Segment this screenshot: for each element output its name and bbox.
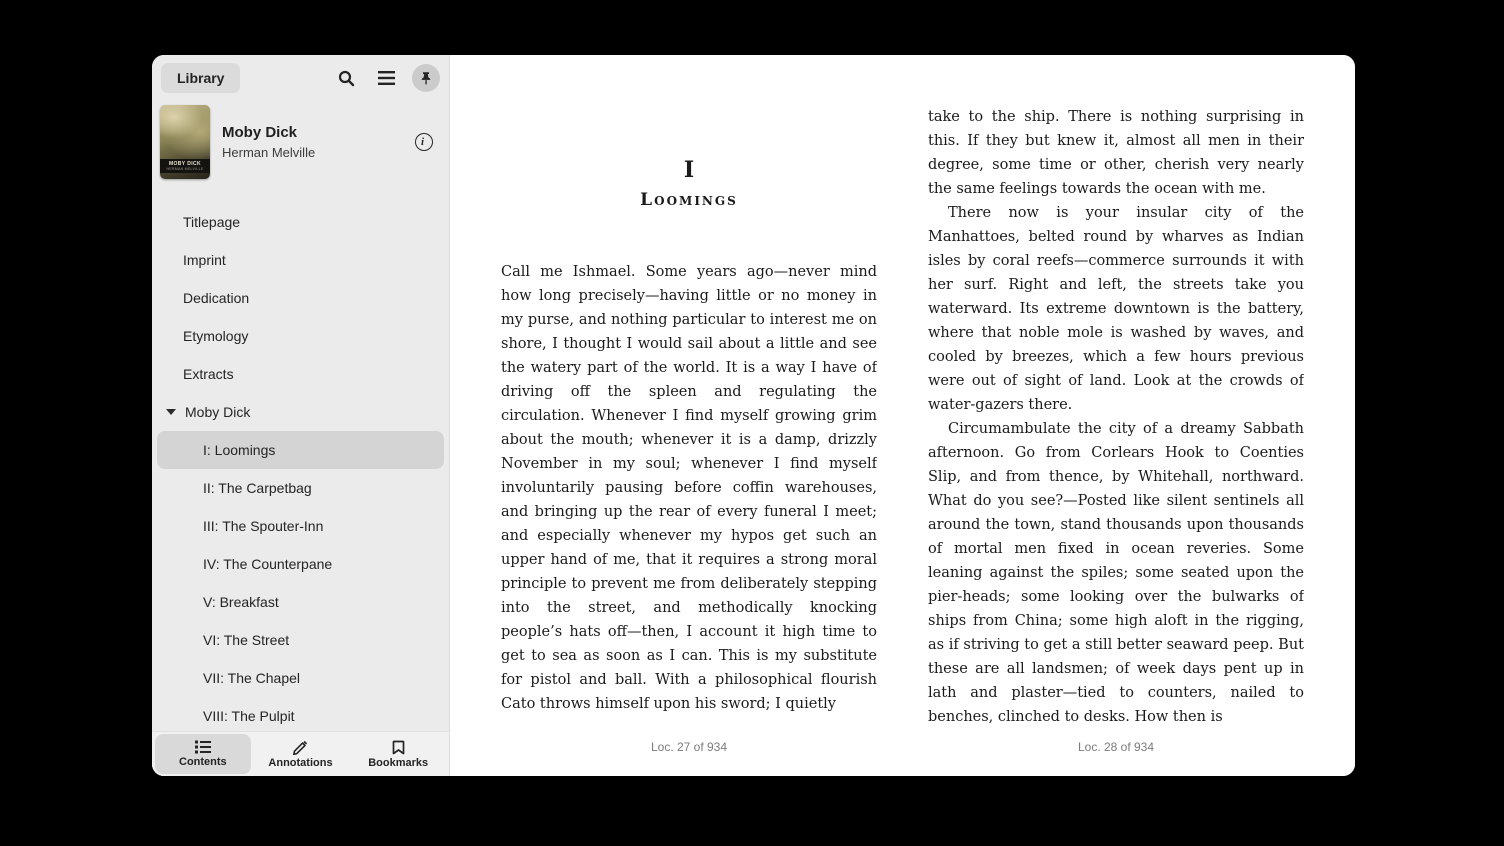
book-title: Moby Dick xyxy=(222,124,298,141)
toc-item-label: Imprint xyxy=(183,252,226,268)
toc-item-iv-the-counterpane[interactable] xyxy=(157,545,444,583)
chapter-title: Loomings xyxy=(640,190,738,210)
left-page-text xyxy=(501,260,877,732)
tab-bookmarks[interactable] xyxy=(350,734,446,774)
book-paragraph: take to the ship. There is nothing surprising in this. If they but knew it, almost all men in their degree, some time or other, cherish very nearly the same feelings towards the ocean with me. xyxy=(928,109,1304,197)
toc-item-label: VII: The Chapel xyxy=(203,670,301,686)
tab-contents[interactable] xyxy=(155,734,251,774)
toc-item-extracts[interactable] xyxy=(157,355,444,393)
tab-bookmarks-label: Bookmarks xyxy=(368,756,429,769)
chapter-number: I xyxy=(683,157,695,183)
toc-item-label: Moby Dick xyxy=(185,404,251,420)
toc-item-viii-the-pulpit[interactable] xyxy=(157,697,444,731)
contents-list-icon xyxy=(195,740,211,754)
toc-item-label: III: The Spouter-Inn xyxy=(203,518,324,534)
book-paragraph: There now is your insular city of the Manhattoes, belted round by wharves as Indian isles by coral reefs—commerce surrounds it with her surf. Right and left, the streets take you waterward. Its extreme downtown is the battery, where that noble mole is washed by waves, and cooled by breezes, which a few hours previous were out of sight of land. Look at the crowds of water-gazers there. xyxy=(928,205,1304,413)
book-paragraph: Circumambulate the city of a dreamy Sabbath afternoon. Go from Corlears Hook to Coenties Slip, and from thence, by Whitehall, northward. What do you see?—Posted like silent sentinels all around the town, stand thousands upon thousands of mortal men fixed in ocean reveries. Some leaning against the spiles; some seated upon the pier-heads; some looking over the bulwarks of ships from China; some high aloft in the rigging, as if striving to get a still better seaward peep. But these are all landsmen; of week days pent up in lath and plaster—tied to counters, nailed to benches, clinched to desks. How then is xyxy=(928,421,1304,725)
toc-item-etymology[interactable] xyxy=(157,317,444,355)
toc-item-label: I: Loomings xyxy=(203,442,276,458)
info-icon: i xyxy=(420,135,425,148)
toc-item-label: Dedication xyxy=(183,290,250,306)
tab-annotations[interactable] xyxy=(253,734,349,774)
toc-item-moby-dick[interactable] xyxy=(157,393,444,431)
book-meta xyxy=(222,124,403,160)
search-icon xyxy=(338,70,355,87)
toc-item-label: V: Breakfast xyxy=(203,594,279,610)
toc-item-vi-the-street[interactable] xyxy=(157,621,444,659)
left-page[interactable] xyxy=(501,105,877,762)
toc-item-titlepage[interactable] xyxy=(157,203,444,241)
main-menu-button[interactable] xyxy=(372,64,400,92)
ebook-reader-window xyxy=(152,55,1355,776)
toc-item-i-loomings[interactable] xyxy=(157,431,444,469)
book-info-row xyxy=(152,101,449,191)
toc-item-iii-the-spouter-inn[interactable] xyxy=(157,507,444,545)
tab-annotations-label: Annotations xyxy=(268,756,333,769)
toc-item-label: II: The Carpetbag xyxy=(203,480,312,496)
right-page[interactable] xyxy=(928,105,1304,762)
chapter-heading xyxy=(501,157,877,210)
sidebar-header xyxy=(152,55,449,101)
pin-icon xyxy=(419,71,433,86)
library-button[interactable]: Library xyxy=(161,63,240,93)
toc-item-imprint[interactable] xyxy=(157,241,444,279)
search-button[interactable] xyxy=(332,64,360,92)
bookmark-icon xyxy=(392,740,405,755)
sidebar xyxy=(152,55,450,776)
right-page-location: Loc. 28 of 934 xyxy=(1077,740,1155,754)
right-page-text xyxy=(928,105,1304,732)
pencil-icon xyxy=(293,740,308,755)
toc-item-label: Etymology xyxy=(183,328,249,344)
reading-area xyxy=(450,55,1355,776)
tab-contents-label: Contents xyxy=(179,756,227,768)
book-cover-caption: MOBY DICK HERMAN MELVILLE xyxy=(160,159,210,173)
book-paragraph: Call me Ishmael. Some years ago—never mind how long precisely—having little or no money in my purse, and nothing particular to interest me on shore, I thought I would sail about a little and see the watery part of the world. It is a way I have of driving off the spleen and regulating the circulation. Whenever I find myself growing grim about the mouth; whenever it is a damp, drizzly November in my soul; whenever I find myself involuntarily pausing before coffin warehouses, and bringing up the rear of every funeral I meet; and especially whenever my hypos get such an upper hand of me, that it requires a strong moral principle to prevent me from deliberately stepping into the street, and methodically knocking people’s hats off—then, I account it high time to get to sea as soon as I can. This is my substitute for pistol and ball. With a philosophical flourish Cato throws himself upon his sword; I quietly xyxy=(501,264,877,712)
toc-item-ii-the-carpetbag[interactable] xyxy=(157,469,444,507)
toc-item-vii-the-chapel[interactable] xyxy=(157,659,444,697)
toc-item-label: IV: The Counterpane xyxy=(203,556,333,572)
menu-icon xyxy=(378,71,395,85)
chevron-down-icon[interactable] xyxy=(166,409,176,415)
book-cover xyxy=(160,105,210,179)
table-of-contents xyxy=(152,191,449,731)
toc-item-dedication[interactable] xyxy=(157,279,444,317)
toc-item-label: Titlepage xyxy=(183,214,241,230)
toc-item-label: VIII: The Pulpit xyxy=(203,708,295,724)
book-info-button[interactable] xyxy=(415,133,433,151)
toc-item-label: VI: The Street xyxy=(203,632,290,648)
toc-item-label: Extracts xyxy=(183,366,234,382)
pin-sidebar-button[interactable] xyxy=(412,64,440,92)
book-author: Herman Melville xyxy=(222,145,316,160)
left-page-location: Loc. 27 of 934 xyxy=(650,740,728,754)
toc-item-v-breakfast[interactable] xyxy=(157,583,444,621)
bottom-tab-bar xyxy=(152,731,449,776)
header-icons xyxy=(332,64,440,92)
